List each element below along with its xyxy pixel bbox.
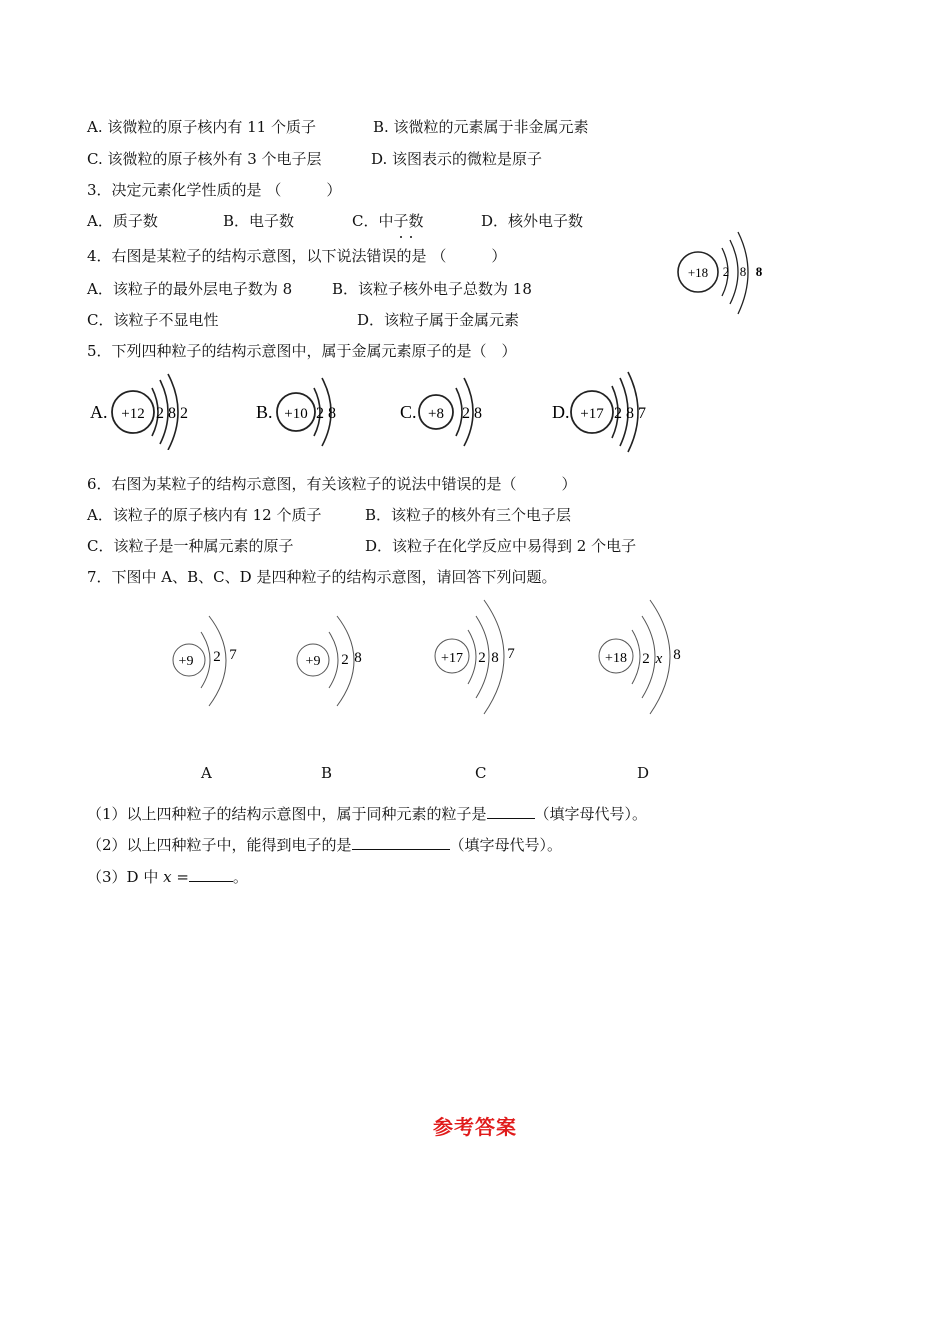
q6-option-b: B．该粒子的核外有三个电子层 xyxy=(365,506,572,524)
electron-count: 2 xyxy=(642,651,650,667)
shell-arc xyxy=(329,632,338,688)
electron-counts: 2 8 7 xyxy=(614,405,646,422)
q2-option-b: B. 该微粒的元素属于非金属元素 xyxy=(373,118,589,136)
nucleus-charge: +17 xyxy=(580,406,604,422)
option-letter: D. xyxy=(552,402,570,422)
electron-count: 7 xyxy=(507,646,515,662)
equals-sign: = xyxy=(171,868,189,886)
q3-option-d: D．核外电子数 xyxy=(481,212,584,230)
figure-label-a: A xyxy=(201,764,212,782)
q7-sub1-suffix: （填字母代号）。 xyxy=(534,805,648,823)
option-letter: C. xyxy=(400,402,417,422)
shell-arc xyxy=(730,240,738,304)
electron-count: 8 xyxy=(673,647,681,663)
electron-count: 8 xyxy=(354,650,362,666)
q7-figure-b xyxy=(293,608,388,718)
nucleus-charge: +18 xyxy=(687,265,709,280)
electron-count: 2 xyxy=(478,650,486,666)
q6-option-c: C．该粒子是一种属元素的原子 xyxy=(87,537,294,555)
electron-counts: 2 8 2 xyxy=(156,405,188,422)
electron-count-variable: x xyxy=(655,651,663,667)
q3-option-b: B．电子数 xyxy=(223,212,295,230)
figure-label-b: B xyxy=(321,764,333,782)
q4-stem: 4．右图是某粒子的结构示意图，以下说法错误的是 （ ） xyxy=(87,247,507,265)
q7-sub3-suffix: 。 xyxy=(232,868,248,886)
answer-section-title: 参考答案 xyxy=(433,1115,517,1139)
q5-option-d-diagram xyxy=(550,370,660,454)
q3-stem: 3．决定元素化学性质的是 （ ） xyxy=(87,181,342,199)
q7-figure-a xyxy=(165,608,260,718)
electron-count: 8 xyxy=(739,264,747,279)
q7-stem: 7．下图中 A、B、C、D 是四种粒子的结构示意图，请回答下列问题。 xyxy=(87,568,557,586)
figure-label-d: D xyxy=(637,764,650,782)
electron-count: 2 xyxy=(722,264,730,279)
q7-sub2 xyxy=(87,835,562,855)
option-letter: B. xyxy=(256,402,273,422)
q2-option-d: D. 该图表示的微粒是原子 xyxy=(371,150,543,168)
q5-stem: 5．下列四种粒子的结构示意图中，属于金属元素原子的是（ ） xyxy=(87,342,517,360)
q7-sub1-text: （1）以上四种粒子的结构示意图中，属于同种元素的粒子是 xyxy=(87,805,487,823)
electron-count: 8 xyxy=(755,264,763,279)
electron-count: 7 xyxy=(229,647,237,663)
option-letter: A. xyxy=(90,402,108,422)
q7-sub2-text: （2）以上四种粒子中，能得到电子的是 xyxy=(87,836,352,854)
q7-sub1 xyxy=(87,804,647,824)
nucleus-charge: +8 xyxy=(428,406,444,422)
electron-counts: 2 8 xyxy=(316,405,336,422)
electron-count: 2 xyxy=(213,649,221,665)
q4-atom-diagram xyxy=(670,228,780,320)
q7-figure-c xyxy=(428,596,528,720)
nucleus-charge: +9 xyxy=(305,654,321,669)
q5-option-a-diagram xyxy=(86,370,196,450)
q4-option-c: C．该粒子不显电性 xyxy=(87,311,219,329)
variable-x: x xyxy=(163,868,172,886)
figure-label-c: C xyxy=(475,764,487,782)
nucleus-charge: +17 xyxy=(441,651,463,666)
q5-option-b-diagram xyxy=(254,370,354,450)
q7-figure-d xyxy=(592,596,692,720)
nucleus-charge: +9 xyxy=(178,654,194,669)
nucleus-charge: +18 xyxy=(605,651,627,666)
emphasis-dots xyxy=(398,236,414,240)
q7-sub3-text: （3）D 中 xyxy=(87,868,164,886)
electron-count: 2 xyxy=(341,652,349,668)
electron-counts: 2 8 xyxy=(462,405,482,422)
answer-blank[interactable] xyxy=(189,867,233,882)
q4-option-a: A．该粒子的最外层电子数为 8 xyxy=(87,280,293,298)
q3-option-c: C．中子数 xyxy=(352,212,424,230)
q6-option-d: D．该粒子在化学反应中易得到 2 个电子 xyxy=(365,537,637,555)
q3-option-a: A．质子数 xyxy=(87,212,158,230)
answer-blank[interactable] xyxy=(487,804,535,819)
q4-option-b: B．该粒子核外电子总数为 18 xyxy=(332,280,532,298)
nucleus-charge: +12 xyxy=(121,406,145,422)
q7-sub3 xyxy=(87,867,248,887)
nucleus-charge: +10 xyxy=(284,406,308,422)
q4-option-d: D．该粒子属于金属元素 xyxy=(357,311,520,329)
electron-count: 8 xyxy=(491,650,499,666)
q5-option-c-diagram xyxy=(398,370,498,450)
q6-option-a: A．该粒子的原子核内有 12 个质子 xyxy=(87,506,322,524)
q2-option-a: A. 该微粒的原子核内有 11 个质子 xyxy=(87,118,316,136)
answer-blank[interactable] xyxy=(352,835,450,850)
q2-option-c: C. 该微粒的原子核外有 3 个电子层 xyxy=(87,150,322,168)
q7-sub2-suffix: （填字母代号）。 xyxy=(449,836,563,854)
q6-stem: 6．右图为某粒子的结构示意图，有关该粒子的说法中错误的是（ ） xyxy=(87,475,577,493)
